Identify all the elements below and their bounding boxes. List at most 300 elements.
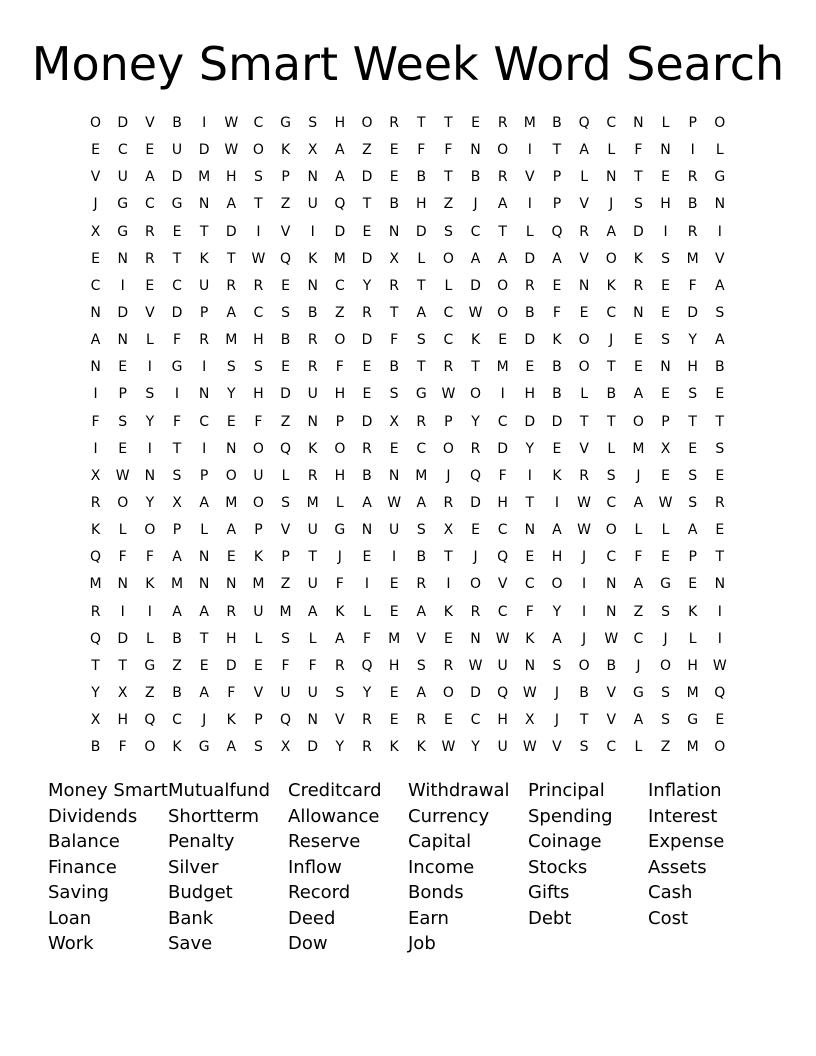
grid-letter[interactable]: M (333, 250, 346, 267)
grid-letter[interactable]: C (253, 115, 264, 132)
grid-letter[interactable]: J (554, 685, 560, 702)
grid-letter[interactable]: Z (280, 413, 291, 430)
grid-letter[interactable]: F (145, 549, 154, 566)
grid-letter[interactable]: Z (280, 576, 291, 593)
grid-letter[interactable]: C (144, 196, 155, 213)
grid-letter[interactable]: R (443, 657, 454, 674)
grid-letter[interactable]: P (199, 305, 209, 322)
grid-letter[interactable]: J (636, 657, 641, 674)
grid-letter[interactable]: K (552, 332, 562, 349)
grid-letter[interactable]: W (522, 739, 537, 756)
grid-letter[interactable]: A (199, 603, 209, 620)
grid-letter[interactable]: Q (497, 685, 509, 702)
grid-letter[interactable]: F (118, 739, 127, 756)
grid-letter[interactable]: M (523, 115, 536, 132)
grid-letter[interactable]: Z (660, 739, 671, 756)
grid-letter[interactable]: E (661, 549, 670, 566)
grid-letter[interactable]: S (172, 467, 182, 484)
grid-letter[interactable]: V (335, 712, 345, 729)
grid-letter[interactable]: E (661, 169, 670, 186)
grid-letter[interactable]: O (497, 277, 509, 294)
grid-letter[interactable]: L (580, 386, 588, 403)
grid-letter[interactable]: O (334, 440, 346, 457)
grid-letter[interactable]: Y (226, 386, 236, 403)
grid-letter[interactable]: E (633, 332, 643, 349)
grid-letter[interactable]: E (389, 603, 399, 620)
grid-letter[interactable]: R (714, 495, 725, 512)
grid-letter[interactable]: J (202, 712, 207, 729)
grid-letter[interactable]: E (688, 440, 698, 457)
grid-letter[interactable]: E (362, 223, 372, 240)
grid-letter[interactable]: R (443, 495, 454, 512)
grid-letter[interactable]: S (145, 386, 155, 403)
grid-letter[interactable]: F (552, 305, 561, 322)
grid-letter[interactable]: M (89, 576, 102, 593)
grid-letter[interactable]: G (280, 115, 291, 132)
grid-letter[interactable]: D (225, 223, 237, 240)
grid-letter[interactable]: L (580, 169, 588, 186)
grid-letter[interactable]: N (660, 359, 671, 376)
grid-letter[interactable]: C (606, 305, 617, 322)
grid-letter[interactable]: J (554, 712, 560, 729)
grid-letter[interactable]: L (688, 630, 697, 647)
grid-letter[interactable]: D (307, 739, 319, 756)
grid-letter[interactable]: D (470, 685, 481, 702)
grid-letter[interactable]: P (552, 169, 562, 186)
grid-letter[interactable]: I (717, 223, 722, 240)
grid-letter[interactable]: E (525, 549, 535, 566)
grid-letter[interactable]: R (416, 413, 427, 430)
grid-letter[interactable]: V (416, 630, 427, 647)
grid-letter[interactable]: E (552, 440, 562, 457)
grid-letter[interactable]: V (145, 305, 155, 322)
grid-letter[interactable]: L (118, 522, 127, 539)
grid-letter[interactable]: J (582, 630, 587, 647)
grid-letter[interactable]: M (225, 332, 238, 349)
grid-letter[interactable]: O (578, 332, 590, 349)
grid-letter[interactable]: F (688, 277, 697, 294)
grid-letter[interactable]: E (715, 467, 725, 484)
grid-letter[interactable]: F (634, 142, 643, 159)
grid-letter[interactable]: V (579, 440, 589, 457)
grid-letter[interactable]: F (91, 413, 100, 430)
grid-letter[interactable]: A (633, 712, 644, 729)
grid-letter[interactable]: S (281, 305, 290, 322)
grid-letter[interactable]: S (688, 467, 698, 484)
grid-letter[interactable]: C (606, 739, 617, 756)
grid-letter[interactable]: A (552, 630, 562, 647)
grid-letter[interactable]: B (606, 657, 617, 674)
grid-letter[interactable]: S (281, 495, 290, 512)
grid-letter[interactable]: J (473, 549, 478, 566)
grid-letter[interactable]: E (389, 712, 399, 729)
grid-letter[interactable]: N (524, 657, 536, 674)
grid-letter[interactable]: B (90, 739, 101, 756)
grid-letter[interactable]: Y (471, 413, 480, 430)
grid-letter[interactable]: C (470, 712, 481, 729)
grid-letter[interactable]: F (335, 359, 344, 376)
grid-letter[interactable]: R (362, 305, 372, 322)
grid-letter[interactable]: P (444, 413, 453, 430)
grid-letter[interactable]: E (661, 386, 670, 403)
grid-letter[interactable]: D (198, 142, 210, 159)
grid-letter[interactable]: S (281, 630, 290, 647)
grid-letter[interactable]: D (497, 440, 509, 457)
grid-letter[interactable]: O (252, 495, 264, 512)
grid-letter[interactable]: L (715, 142, 724, 159)
grid-letter[interactable]: E (91, 142, 100, 159)
grid-letter[interactable]: Y (335, 739, 345, 756)
grid-letter[interactable]: O (578, 657, 590, 674)
grid-letter[interactable]: O (117, 495, 129, 512)
grid-letter[interactable]: D (171, 169, 183, 186)
grid-letter[interactable]: I (717, 603, 722, 620)
grid-letter[interactable]: E (145, 142, 155, 159)
grid-letter[interactable]: G (687, 712, 699, 729)
grid-letter[interactable]: G (334, 522, 346, 539)
grid-letter[interactable]: G (171, 359, 183, 376)
grid-letter[interactable]: X (307, 142, 318, 159)
grid-letter[interactable]: H (334, 386, 346, 403)
grid-letter[interactable]: R (307, 332, 318, 349)
grid-letter[interactable]: F (172, 413, 182, 430)
grid-letter[interactable]: S (226, 359, 236, 376)
grid-letter[interactable]: O (605, 250, 617, 267)
grid-letter[interactable]: A (226, 305, 237, 322)
grid-letter[interactable]: K (90, 522, 101, 539)
grid-letter[interactable]: K (443, 603, 453, 620)
grid-letter[interactable]: D (361, 250, 373, 267)
grid-letter[interactable]: I (527, 196, 532, 213)
grid-letter[interactable]: R (470, 440, 481, 457)
grid-letter[interactable]: C (253, 305, 264, 322)
grid-letter[interactable]: T (579, 712, 589, 729)
grid-letter[interactable]: M (632, 440, 645, 457)
grid-letter[interactable]: R (362, 440, 372, 457)
grid-letter[interactable]: V (606, 712, 617, 729)
grid-letter[interactable]: A (90, 332, 101, 349)
grid-letter[interactable]: Q (280, 250, 292, 267)
grid-letter[interactable]: E (715, 522, 725, 539)
grid-letter[interactable]: K (552, 467, 562, 484)
grid-letter[interactable]: B (525, 305, 535, 322)
grid-letter[interactable]: L (661, 522, 670, 539)
grid-letter[interactable]: K (308, 440, 318, 457)
grid-letter[interactable]: P (335, 413, 345, 430)
grid-letter[interactable]: I (174, 386, 180, 403)
grid-letter[interactable]: G (117, 196, 129, 213)
grid-letter[interactable]: L (444, 277, 453, 294)
grid-letter[interactable]: C (497, 603, 508, 620)
grid-letter[interactable]: F (417, 142, 426, 159)
grid-letter[interactable]: U (307, 685, 318, 702)
grid-letter[interactable]: D (117, 305, 129, 322)
grid-letter[interactable]: I (690, 142, 695, 159)
grid-letter[interactable]: O (632, 413, 644, 430)
grid-letter[interactable]: W (468, 305, 483, 322)
grid-letter[interactable]: T (579, 413, 589, 430)
grid-letter[interactable]: Q (551, 223, 563, 240)
grid-letter[interactable]: M (225, 495, 238, 512)
grid-letter[interactable]: U (307, 196, 318, 213)
grid-letter[interactable]: E (389, 169, 399, 186)
grid-letter[interactable]: P (172, 522, 182, 539)
grid-letter[interactable]: E (443, 630, 453, 647)
grid-letter[interactable]: K (253, 549, 263, 566)
grid-letter[interactable]: T (688, 413, 697, 430)
grid-letter[interactable]: J (663, 630, 668, 647)
grid-letter[interactable]: F (498, 467, 507, 484)
grid-letter[interactable]: E (226, 413, 236, 430)
grid-letter[interactable]: Z (172, 657, 182, 674)
grid-letter[interactable]: X (389, 250, 399, 267)
grid-letter[interactable]: D (524, 413, 536, 430)
grid-letter[interactable]: W (224, 115, 239, 132)
grid-letter[interactable]: M (686, 250, 699, 267)
grid-letter[interactable]: U (497, 657, 508, 674)
grid-letter[interactable]: J (609, 196, 614, 213)
grid-letter[interactable]: W (495, 630, 510, 647)
grid-letter[interactable]: C (497, 522, 508, 539)
grid-letter[interactable]: I (554, 495, 560, 512)
grid-letter[interactable]: Y (552, 603, 562, 620)
grid-letter[interactable]: S (661, 712, 670, 729)
grid-letter[interactable]: Q (470, 467, 482, 484)
grid-letter[interactable]: O (252, 440, 264, 457)
grid-letter[interactable]: I (717, 630, 722, 647)
grid-letter[interactable]: A (715, 277, 725, 294)
grid-letter[interactable]: R (497, 115, 508, 132)
grid-letter[interactable]: Y (688, 332, 697, 349)
grid-letter[interactable]: Q (280, 440, 292, 457)
grid-letter[interactable]: A (145, 169, 155, 186)
grid-letter[interactable]: N (388, 467, 400, 484)
grid-letter[interactable]: N (633, 305, 644, 322)
grid-letter[interactable]: S (688, 386, 698, 403)
grid-letter[interactable]: K (199, 250, 209, 267)
grid-letter[interactable]: C (606, 549, 617, 566)
grid-letter[interactable]: M (686, 739, 699, 756)
grid-letter[interactable]: E (471, 522, 480, 539)
grid-letter[interactable]: S (661, 603, 670, 620)
grid-letter[interactable]: R (307, 359, 318, 376)
grid-letter[interactable]: O (252, 142, 264, 159)
grid-letter[interactable]: S (606, 467, 616, 484)
grid-letter[interactable]: W (604, 630, 619, 647)
grid-letter[interactable]: S (416, 332, 426, 349)
grid-letter[interactable]: K (145, 576, 155, 593)
grid-letter[interactable]: R (524, 277, 535, 294)
grid-letter[interactable]: A (552, 522, 562, 539)
grid-letter[interactable]: Y (525, 440, 535, 457)
grid-letter[interactable]: L (634, 739, 643, 756)
grid-letter[interactable]: L (525, 223, 534, 240)
grid-letter[interactable]: H (415, 196, 427, 213)
grid-letter[interactable]: W (441, 739, 456, 756)
grid-letter[interactable]: R (226, 603, 237, 620)
grid-letter[interactable]: W (251, 250, 266, 267)
grid-letter[interactable]: I (582, 603, 587, 620)
grid-letter[interactable]: K (226, 712, 236, 729)
grid-letter[interactable]: S (715, 305, 725, 322)
grid-letter[interactable]: N (226, 576, 237, 593)
grid-letter[interactable]: T (172, 440, 182, 457)
grid-letter[interactable]: S (443, 223, 453, 240)
grid-letter[interactable]: N (198, 196, 210, 213)
grid-letter[interactable]: U (497, 739, 508, 756)
grid-letter[interactable]: M (496, 359, 509, 376)
grid-letter[interactable]: T (606, 359, 616, 376)
grid-letter[interactable]: O (361, 115, 373, 132)
grid-letter[interactable]: L (607, 142, 616, 159)
grid-letter[interactable]: E (443, 712, 453, 729)
grid-letter[interactable]: U (171, 142, 183, 159)
grid-letter[interactable]: Y (362, 277, 372, 294)
grid-letter[interactable]: D (551, 413, 563, 430)
grid-letter[interactable]: E (389, 440, 399, 457)
grid-letter[interactable]: C (470, 223, 481, 240)
grid-letter[interactable]: P (661, 413, 670, 430)
grid-letter[interactable]: A (606, 223, 617, 240)
grid-letter[interactable]: X (280, 739, 291, 756)
grid-letter[interactable]: O (442, 440, 454, 457)
grid-letter[interactable]: I (310, 223, 315, 240)
grid-letter[interactable]: R (334, 657, 345, 674)
grid-letter[interactable]: K (308, 250, 318, 267)
grid-letter[interactable]: W (441, 386, 456, 403)
grid-letter[interactable]: U (253, 467, 264, 484)
grid-letter[interactable]: R (389, 115, 399, 132)
grid-letter[interactable]: V (606, 685, 617, 702)
grid-letter[interactable]: S (253, 359, 263, 376)
grid-letter[interactable]: R (470, 603, 481, 620)
grid-letter[interactable]: U (199, 277, 210, 294)
grid-letter[interactable]: H (497, 495, 508, 512)
grid-letter[interactable]: N (633, 115, 644, 132)
grid-letter[interactable]: F (172, 332, 182, 349)
grid-letter[interactable]: T (715, 549, 725, 566)
grid-letter[interactable]: C (172, 277, 182, 294)
grid-letter[interactable]: X (525, 712, 535, 729)
grid-letter[interactable]: T (471, 359, 480, 376)
grid-letter[interactable]: B (307, 305, 318, 322)
grid-letter[interactable]: V (579, 196, 589, 213)
grid-letter[interactable]: C (524, 576, 535, 593)
grid-letter[interactable]: E (552, 277, 562, 294)
grid-letter[interactable]: W (468, 657, 483, 674)
grid-letter[interactable]: Q (361, 657, 373, 674)
grid-letter[interactable]: C (416, 440, 427, 457)
grid-letter[interactable]: G (714, 169, 726, 186)
grid-letter[interactable]: V (715, 250, 725, 267)
grid-letter[interactable]: T (498, 223, 507, 240)
grid-letter[interactable]: F (634, 549, 643, 566)
grid-letter[interactable]: T (362, 196, 372, 213)
grid-letter[interactable]: V (280, 522, 291, 539)
grid-letter[interactable]: T (199, 223, 209, 240)
grid-letter[interactable]: B (389, 196, 399, 213)
grid-letter[interactable]: M (306, 495, 319, 512)
grid-letter[interactable]: I (392, 549, 397, 566)
grid-letter[interactable]: A (416, 305, 427, 322)
grid-letter[interactable]: E (715, 386, 725, 403)
grid-letter[interactable]: L (145, 332, 154, 349)
grid-letter[interactable]: O (470, 576, 482, 593)
grid-letter[interactable]: C (443, 305, 454, 322)
grid-letter[interactable]: S (389, 386, 399, 403)
grid-letter[interactable]: S (579, 739, 589, 756)
grid-letter[interactable]: R (416, 712, 427, 729)
grid-letter[interactable]: E (471, 115, 480, 132)
grid-letter[interactable]: S (253, 169, 263, 186)
grid-letter[interactable]: A (579, 142, 589, 159)
grid-letter[interactable]: D (171, 305, 183, 322)
grid-letter[interactable]: N (198, 576, 210, 593)
grid-letter[interactable]: E (688, 576, 698, 593)
grid-letter[interactable]: A (633, 495, 644, 512)
grid-letter[interactable]: Q (90, 549, 102, 566)
grid-letter[interactable]: H (226, 630, 237, 647)
grid-letter[interactable]: E (715, 712, 725, 729)
grid-letter[interactable]: E (172, 223, 182, 240)
grid-letter[interactable]: C (443, 332, 454, 349)
grid-letter[interactable]: Z (280, 196, 291, 213)
grid-letter[interactable]: C (606, 115, 617, 132)
grid-letter[interactable]: E (661, 467, 670, 484)
grid-letter[interactable]: A (226, 196, 237, 213)
grid-letter[interactable]: V (90, 169, 101, 186)
grid-letter[interactable]: I (582, 576, 587, 593)
grid-letter[interactable]: Y (145, 413, 155, 430)
grid-letter[interactable]: K (470, 332, 481, 349)
grid-letter[interactable]: U (307, 576, 318, 593)
grid-letter[interactable]: T (199, 630, 209, 647)
grid-letter[interactable]: J (636, 467, 641, 484)
grid-letter[interactable]: L (335, 495, 344, 512)
grid-letter[interactable]: D (415, 223, 427, 240)
grid-letter[interactable]: X (90, 223, 101, 240)
grid-letter[interactable]: I (120, 277, 125, 294)
grid-letter[interactable]: T (552, 142, 562, 159)
grid-letter[interactable]: O (90, 115, 102, 132)
grid-letter[interactable]: E (633, 359, 643, 376)
grid-letter[interactable]: A (226, 522, 237, 539)
grid-letter[interactable]: W (577, 522, 592, 539)
grid-letter[interactable]: B (470, 169, 481, 186)
grid-letter[interactable]: O (497, 305, 509, 322)
grid-letter[interactable]: M (415, 467, 428, 484)
grid-letter[interactable]: T (254, 196, 263, 213)
grid-letter[interactable]: B (687, 196, 698, 213)
grid-letter[interactable]: D (225, 657, 237, 674)
grid-letter[interactable]: N (660, 142, 671, 159)
grid-letter[interactable]: D (470, 277, 481, 294)
grid-letter[interactable]: W (387, 495, 402, 512)
grid-letter[interactable]: O (144, 522, 156, 539)
grid-letter[interactable]: K (389, 739, 399, 756)
grid-letter[interactable]: B (280, 332, 291, 349)
grid-letter[interactable]: T (715, 413, 725, 430)
grid-letter[interactable]: F (525, 603, 534, 620)
grid-letter[interactable]: B (552, 359, 562, 376)
grid-letter[interactable]: T (308, 549, 317, 566)
grid-letter[interactable]: G (660, 576, 671, 593)
grid-letter[interactable]: E (389, 685, 399, 702)
grid-letter[interactable]: L (281, 467, 290, 484)
grid-letter[interactable]: Z (362, 142, 372, 159)
grid-letter[interactable]: G (171, 196, 183, 213)
grid-letter[interactable]: R (144, 250, 155, 267)
